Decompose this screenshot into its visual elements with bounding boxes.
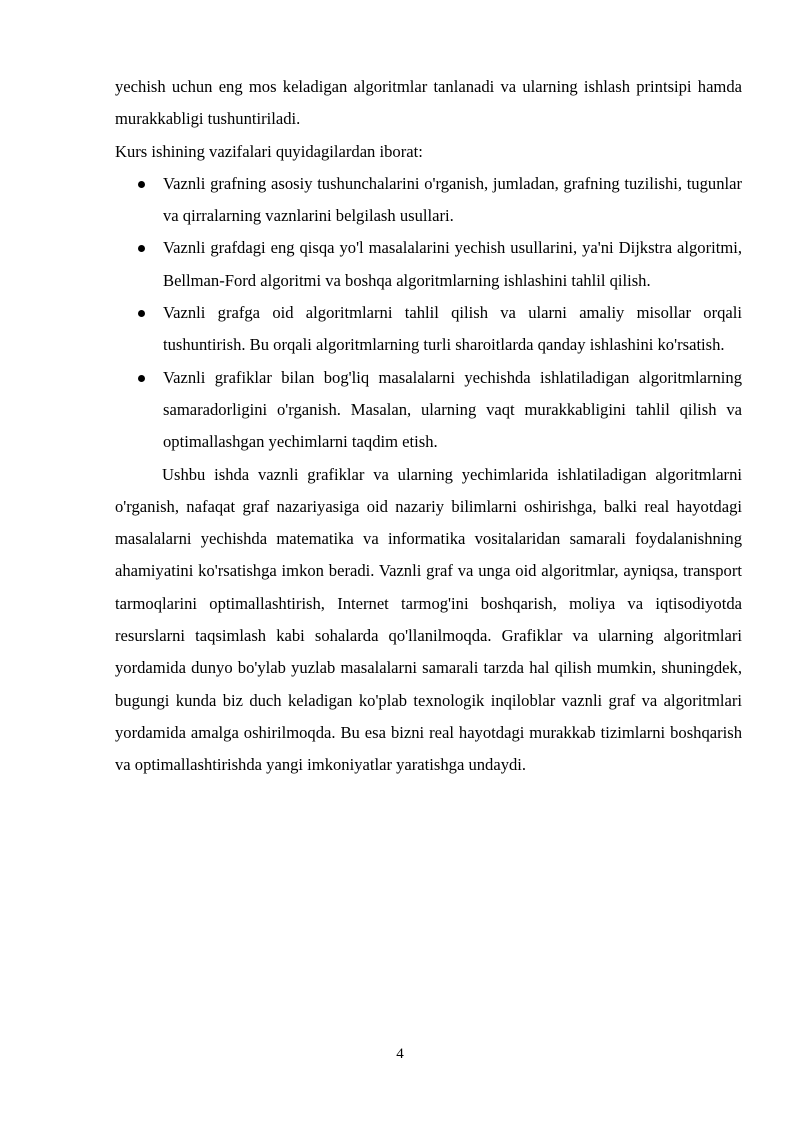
document-body [115,71,742,782]
bullet-icon [138,375,145,382]
task-text: Vaznli grafdagi eng qisqa yo'l masalalarini yechish usullarini, ya'ni Dijkstra algoritmi, Bellman-Ford algoritmi va boshqa algoritmlarning ishlashini tahlil qilish. [163,238,742,290]
bullet-icon [138,310,145,317]
bullet-icon [138,181,145,188]
task-item [115,297,742,362]
task-text: Vaznli grafga oid algoritmlarni tahlil qilish va ularni amaliy misollar orqali tushuntirish. Bu orqali algoritmlarning turli sharoitlarda qanday ishlashini ko'rsatish. [163,303,742,355]
task-text: Vaznli grafiklar bilan bog'liq masalalarni yechishda ishlatiladigan algoritmlarning samaradorligini o'rganish. Masalan, ularning vaqt murakkabligini tahlil qilish va optimallashgan yechimlarni taqdim etish. [163,367,742,452]
task-item [115,168,742,233]
bullet-icon [138,245,145,252]
tasks-list [115,168,742,459]
task-item [115,232,742,297]
conclusion-paragraph: Ushbu ishda vaznli grafiklar va ularning yechimlarida ishlatiladigan algoritmlarni o'rganish, nafaqat graf nazariyasiga oid nazariy bilimlarni oshirishga, balki real hayotdagi masalalarni yechishda matematika va informatika vositalaridan samarali foydalanishning ahamiyatini ko'rsatishga imkon beradi. Vaznli graf va unga oid algoritmlar, ayniqsa, transport tarmoqlarini optimallashtirish, Internet tarmog'ini boshqarish, moliya va iqtisodiyotda resurslarni taqsimlash kabi sohalarda qo'llanilmoqda. Grafiklar va ularning algoritmlari yordamida dunyo bo'ylab yuzlab masalalarni samarali tarzda hal qilish mumkin, shuningdek, bugungi kunda biz duch keladigan ko'plab texnologik inqiloblar vaznli graf va algoritmlari yordamida amalga oshirilmoqda. Bu esa bizni real hayotdagi murakkab tizimlarni boshqarish va optimallashtirishda yangi imkoniyatlar yaratishga undaydi. [115,464,742,775]
intro-continuation-paragraph: yechish uchun eng mos keladigan algoritmlar tanlanadi va ularning ishlash printsipi hamda murakkabligi tushuntiriladi. [115,77,742,129]
tasks-heading: Kurs ishining vazifalari quyidagilardan iborat: [115,141,423,161]
page-number: 4 [396,1046,404,1062]
task-text: Vaznli grafning asosiy tushunchalarini o'rganish, jumladan, grafning tuzilishi, tugunlar va qirralarning vaznlarini belgilash usullari. [163,173,742,226]
task-item [115,362,742,459]
